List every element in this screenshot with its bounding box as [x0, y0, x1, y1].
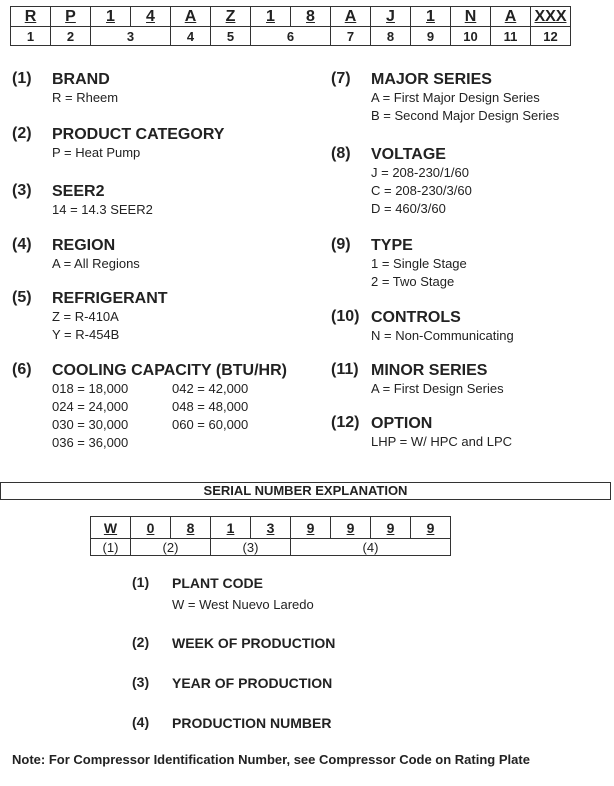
section-number: (10): [331, 308, 360, 325]
section-line: B = Second Major Design Series: [371, 108, 560, 123]
capacity-item: 018 = 18,000: [52, 381, 129, 396]
model-position-cell: 4: [171, 27, 211, 46]
serial-number-table: [90, 516, 451, 556]
serial-code-cell: 0: [131, 517, 171, 539]
serial-section-number: (4): [132, 714, 150, 730]
section-brand: [12, 70, 118, 107]
model-position-cell: 9: [411, 27, 451, 46]
model-position-cell: 3: [91, 27, 171, 46]
capacity-item: 030 = 30,000: [52, 417, 129, 432]
serial-code-cell: 3: [251, 517, 291, 539]
section-title: MAJOR SERIES: [371, 71, 492, 88]
model-position-cell: 2: [51, 27, 91, 46]
model-position-cell: 5: [211, 27, 251, 46]
model-code-cell: A: [491, 7, 531, 27]
model-code-cell: 4: [131, 7, 171, 27]
section-line: C = 208-230/3/60: [371, 183, 472, 198]
section-number: (6): [12, 361, 32, 378]
serial-section-title: PRODUCTION NUMBER: [172, 715, 332, 731]
section-major-series: [331, 70, 559, 125]
section-number: (8): [331, 145, 351, 162]
serial-section-year: [132, 674, 332, 692]
section-number: (2): [12, 125, 32, 142]
section-seer2: [12, 182, 153, 219]
capacity-item: 024 = 24,000: [52, 399, 129, 414]
section-number: (11): [331, 361, 359, 378]
model-position-cell: 6: [251, 27, 331, 46]
section-line: N = Non-Communicating: [371, 328, 514, 343]
section-line: 2 = Two Stage: [371, 274, 455, 289]
model-position-cell: 11: [491, 27, 531, 46]
model-code-cell: 1: [411, 7, 451, 27]
section-title: REGION: [52, 237, 116, 254]
serial-section-week: [132, 634, 335, 652]
section-line: R = Rheem: [52, 90, 119, 105]
model-code-cell: A: [171, 7, 211, 27]
section-line: D = 460/3/60: [371, 201, 446, 216]
serial-section-title: WEEK OF PRODUCTION: [172, 635, 336, 651]
section-title: MINOR SERIES: [371, 362, 488, 379]
serial-position-row: [91, 539, 451, 556]
section-product-category: [12, 125, 224, 162]
section-minor-series: [331, 361, 504, 398]
serial-section-line: W = West Nuevo Laredo: [172, 597, 314, 612]
section-number: (7): [331, 70, 351, 87]
serial-section-title: PLANT CODE: [172, 575, 263, 591]
model-code-cell: A: [331, 7, 371, 27]
capacity-item: [172, 434, 292, 452]
model-position-cell: 12: [531, 27, 571, 46]
serial-section-number: (2): [132, 634, 150, 650]
section-line: A = First Major Design Series: [371, 90, 540, 105]
section-voltage: [331, 145, 472, 218]
section-line: 1 = Single Stage: [371, 256, 467, 271]
section-title: PRODUCT CATEGORY: [52, 126, 225, 143]
model-code-cell: R: [11, 7, 51, 27]
section-title: BRAND: [52, 71, 110, 88]
serial-heading: SERIAL NUMBER EXPLANATION: [0, 482, 611, 500]
serial-position-cell: (3): [211, 539, 291, 556]
section-cooling-capacity: [12, 361, 292, 452]
section-number: (3): [12, 182, 32, 199]
model-code-cell: 1: [91, 7, 131, 27]
section-controls: [331, 308, 514, 345]
section-title: SEER2: [52, 183, 105, 200]
model-code-row: [11, 7, 571, 27]
section-region: [12, 236, 140, 273]
section-line: J = 208-230/1/60: [371, 165, 469, 180]
section-line: P = Heat Pump: [52, 145, 141, 160]
section-line: LHP = W/ HPC and LPC: [371, 434, 513, 449]
serial-section-number: (1): [132, 574, 150, 590]
serial-code-cell: 9: [371, 517, 411, 539]
section-title: REFRIGERANT: [52, 290, 168, 307]
section-line: A = First Design Series: [371, 381, 504, 396]
section-title: COOLING CAPACITY (BTU/HR): [52, 362, 287, 379]
serial-section-title: YEAR OF PRODUCTION: [172, 675, 333, 691]
model-position-cell: 10: [451, 27, 491, 46]
model-code-cell: Z: [211, 7, 251, 27]
model-position-cell: 1: [11, 27, 51, 46]
section-number: (5): [12, 289, 32, 306]
section-refrigerant: [12, 289, 168, 344]
section-title: TYPE: [371, 237, 413, 254]
serial-position-cell: (2): [131, 539, 211, 556]
section-line: Z = R-410A: [52, 309, 119, 324]
section-title: CONTROLS: [371, 309, 461, 326]
model-code-cell: J: [371, 7, 411, 27]
section-title: VOLTAGE: [371, 146, 446, 163]
section-line: Y = R-454B: [52, 327, 120, 342]
model-position-cell: 8: [371, 27, 411, 46]
model-code-cell: P: [51, 7, 91, 27]
section-option: [331, 414, 512, 451]
model-position-row: [11, 27, 571, 46]
capacity-grid: [52, 380, 292, 452]
serial-section-production-number: [132, 714, 331, 732]
compressor-note: Note: For Compressor Identification Number, see Compressor Code on Rating Plate: [12, 752, 530, 767]
section-line: 14 = 14.3 SEER2: [52, 202, 153, 217]
serial-code-cell: 9: [291, 517, 331, 539]
capacity-item: 060 = 60,000: [172, 417, 249, 432]
model-number-table: [10, 6, 571, 46]
section-number: (12): [331, 414, 360, 431]
serial-section-number: (3): [132, 674, 150, 690]
serial-code-row: [91, 517, 451, 539]
model-position-cell: 7: [331, 27, 371, 46]
section-number: (4): [12, 236, 32, 253]
section-type: [331, 236, 467, 291]
model-code-cell: 8: [291, 7, 331, 27]
capacity-item: 036 = 36,000: [52, 435, 129, 450]
serial-code-cell: 9: [331, 517, 371, 539]
serial-code-cell: 1: [211, 517, 251, 539]
capacity-item: 048 = 48,000: [172, 399, 249, 414]
serial-code-cell: 8: [171, 517, 211, 539]
section-line: A = All Regions: [52, 256, 140, 271]
model-code-cell: N: [451, 7, 491, 27]
model-code-cell: XXX: [531, 7, 571, 27]
section-number: (1): [12, 70, 32, 87]
serial-position-cell: (4): [291, 539, 451, 556]
model-code-cell: 1: [251, 7, 291, 27]
capacity-item: 042 = 42,000: [172, 381, 249, 396]
serial-position-cell: (1): [91, 539, 131, 556]
serial-section-plant-code: [132, 574, 314, 614]
section-number: (9): [331, 236, 351, 253]
serial-code-cell: W: [91, 517, 131, 539]
section-title: OPTION: [371, 415, 433, 432]
serial-code-cell: 9: [411, 517, 451, 539]
